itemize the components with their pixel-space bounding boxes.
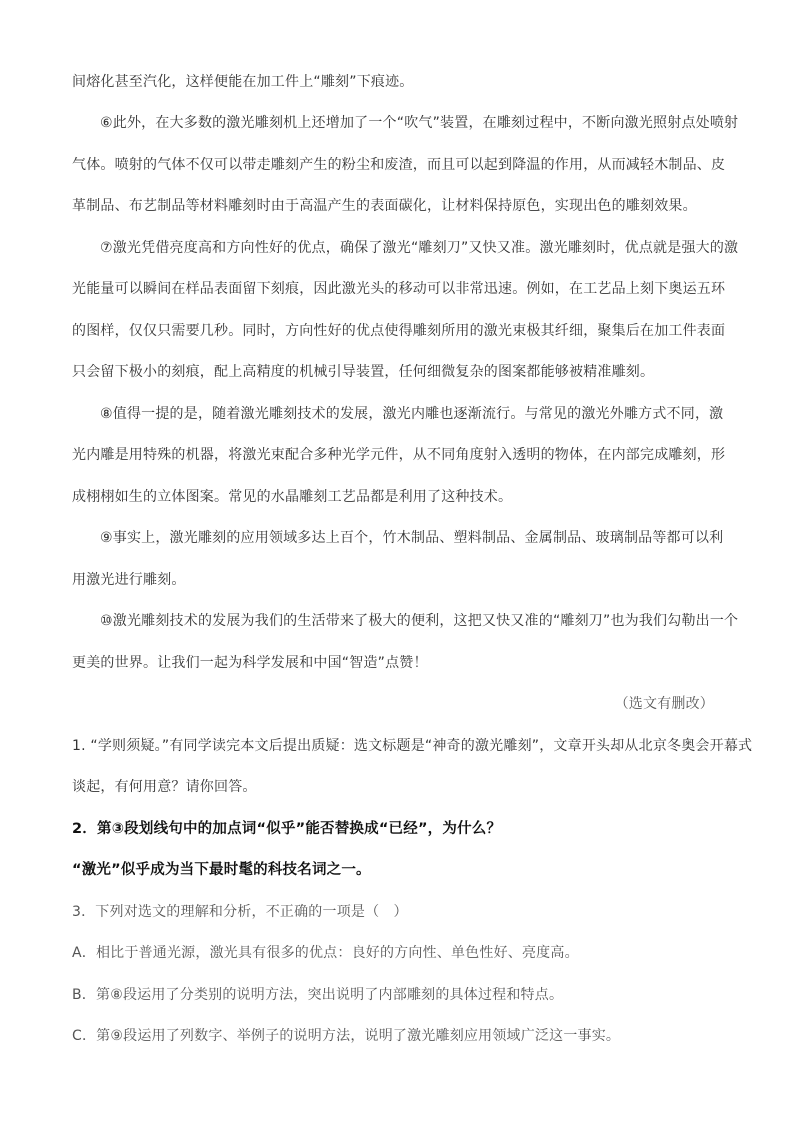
paragraph-7-line-1: ⑦激光凭借亮度高和方向性好的优点，确保了激光“雕刻刀”又快又准。激光雕刻时，优点就是强大的激 bbox=[100, 240, 739, 256]
question-2-quote: “激光”似乎成为当下最时髦的科技名词之一。 bbox=[72, 862, 371, 878]
paragraph-9-line-1: ⑨事实上，激光雕刻的应用领域多达上百个，竹木制品、塑料制品、金属制品、玻璃制品等都可以利 bbox=[100, 530, 724, 546]
paragraph-7-line-2: 光能量可以瞬间在样品表面留下刻痕，因此激光头的移动可以非常迅速。例如，在工艺品上刻下奥运五环 bbox=[72, 281, 726, 297]
paragraph-8-line-1: ⑧值得一提的是，随着激光雕刻技术的发展，激光内雕也逐渐流行。与常见的激光外雕方式不同，激 bbox=[100, 406, 724, 422]
paragraph-8-line-3: 成栩栩如生的立体图案。常见的水晶雕刻工艺品都是利用了这种技术。 bbox=[72, 489, 513, 505]
paragraph-6-line-3: 革制品、布艺制品等材料雕刻时由于高温产生的表面碳化，让材料保持原色，实现出色的雕刻效果。 bbox=[72, 198, 697, 214]
paragraph-10-line-1: ⑩激光雕刻技术的发展为我们的生活带来了极大的便利，这把又快又准的“雕刻刀”也为我们勾勒出一个 bbox=[100, 613, 739, 629]
question-2: 2．第③段划线句中的加点词“似乎”能否替换成“已经”，为什么？ bbox=[72, 821, 502, 837]
question-3-option-a: A．相比于普通光源，激光具有很多的优点：良好的方向性、单色性好、亮度高。 bbox=[72, 945, 579, 961]
question-3-stem: 3．下列对选文的理解和分析，不正确的一项是（ ） bbox=[72, 904, 408, 920]
question-3-option-b: B．第⑧段运用了分类别的说明方法，突出说明了内部雕刻的具体过程和特点。 bbox=[72, 987, 564, 1003]
source-note: （选文有删改） bbox=[614, 696, 714, 712]
paragraph-10-line-2: 更美的世界。让我们一起为科学发展和中国“智造”点赞！ bbox=[72, 655, 428, 671]
paragraph-7-line-3: 的图样，仅仅只需要几秒。同时，方向性好的优点使得雕刻所用的激光束极其纤细，聚集后在加工件表面 bbox=[72, 323, 726, 339]
paragraph-9-line-2: 用激光进行雕刻。 bbox=[72, 572, 186, 588]
paragraph-7-line-4: 只会留下极小的刻痕，配上高精度的机械引导装置，任何细微复杂的图案都能够被精准雕刻。 bbox=[72, 364, 655, 380]
paragraph-5-tail: 间熔化甚至汽化，这样便能在加工件上“雕刻”下痕迹。 bbox=[72, 74, 414, 90]
question-3-option-c: C．第⑨段运用了列数字、举例子的说明方法，说明了激光雕刻应用领域广泛这一事实。 bbox=[72, 1028, 621, 1044]
question-1-line-2: 谈起，有何用意？请你回答。 bbox=[72, 779, 257, 795]
paragraph-6-line-2: 气体。喷射的气体不仅可以带走雕刻产生的粉尘和废渣，而且可以起到降温的作用，从而减轻木制品、皮 bbox=[72, 157, 726, 173]
question-1-line-1: 1. “学则须疑。”有同学读完本文后提出质疑：选文标题是“神奇的激光雕刻”，文章开头却从北京冬奥会开幕式 bbox=[72, 738, 753, 754]
paragraph-8-line-2: 光内雕是用特殊的机器，将激光束配合多种光学元件，从不同角度射入透明的物体，在内部完成雕刻，形 bbox=[72, 447, 726, 463]
paragraph-6-line-1: ⑥此外，在大多数的激光雕刻机上还增加了一个“吹气”装置，在雕刻过程中，不断向激光照射点处喷射 bbox=[100, 115, 739, 131]
